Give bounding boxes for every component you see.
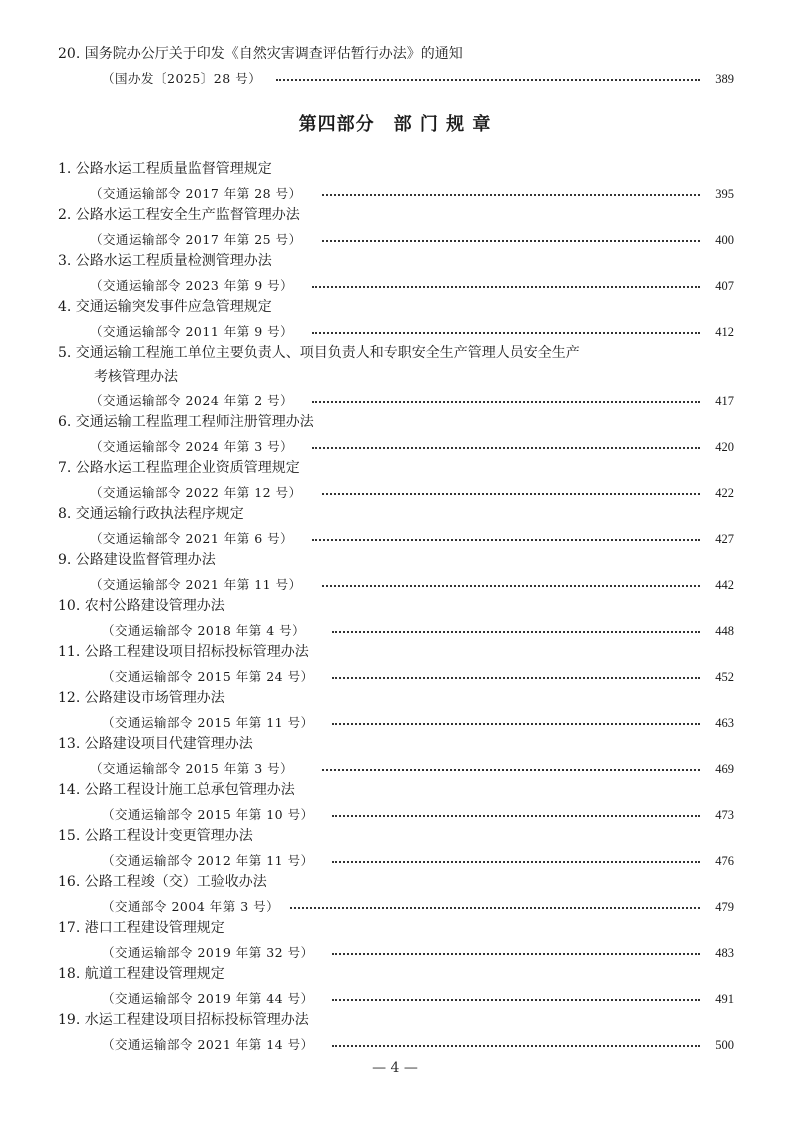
toc-entry-doc-number: （交通运输部令 2022 年第 12 号） <box>90 485 302 500</box>
toc-entry-title: 4. 交通运输突发事件应急管理规定 <box>58 299 272 315</box>
toc-entry-title: 3. 公路水运工程质量检测管理办法 <box>58 253 272 269</box>
dot-leader <box>332 999 700 1001</box>
toc-entry-page-number: 452 <box>715 670 734 684</box>
toc-entry-doc-number: （交通运输部令 2015 年第 11 号） <box>102 715 314 730</box>
toc-entry-title: 15. 公路工程设计变更管理办法 <box>58 828 253 844</box>
dot-leader <box>332 815 700 817</box>
toc-entry-title: 7. 公路水运工程监理企业资质管理规定 <box>58 460 300 476</box>
toc-entry-reference-line <box>0 484 790 502</box>
toc-entry-doc-number: （交通运输部令 2011 年第 9 号） <box>90 324 294 339</box>
toc-entry-page-number: 473 <box>715 808 734 822</box>
toc-entry-reference-line <box>0 898 790 916</box>
toc-entry-page-number: 412 <box>715 325 734 339</box>
dot-leader <box>332 1045 700 1047</box>
toc-entry-doc-number: （交通运输部令 2021 年第 11 号） <box>90 577 302 592</box>
dot-leader <box>332 953 700 955</box>
toc-entry-page-number: 417 <box>715 394 734 408</box>
toc-entry-reference-line <box>0 806 790 824</box>
dot-leader <box>312 332 700 334</box>
toc-entry-page-number: 483 <box>715 946 734 960</box>
toc-entry-page-number: 469 <box>715 762 734 776</box>
toc-entry-page-number: 407 <box>715 279 734 293</box>
toc-entry-reference-line <box>0 185 790 203</box>
dot-leader <box>322 240 700 242</box>
toc-entry-reference-line <box>0 576 790 594</box>
dot-leader <box>312 286 700 288</box>
toc-entry-doc-number: （交通运输部令 2017 年第 25 号） <box>90 232 302 247</box>
toc-entry-doc-number: （交通运输部令 2024 年第 3 号） <box>90 439 294 454</box>
toc-entry-reference-line <box>0 668 790 686</box>
toc-entry-doc-number: （交通运输部令 2021 年第 14 号） <box>102 1037 314 1052</box>
toc-entry-page-number: 400 <box>715 233 734 247</box>
dot-leader <box>332 861 700 863</box>
toc-entry-title: 18. 航道工程建设管理规定 <box>58 966 225 982</box>
toc-entry-reference-line <box>0 622 790 640</box>
toc-entry-reference-line <box>0 392 790 410</box>
toc-entry-reference-line <box>0 852 790 870</box>
toc-entry-doc-number: （交通运输部令 2015 年第 10 号） <box>102 807 314 822</box>
toc-entry-doc-number: （交通运输部令 2019 年第 44 号） <box>102 991 314 1006</box>
toc-entry-reference-line <box>0 530 790 548</box>
toc-entry-page-number: 448 <box>715 624 734 638</box>
toc-entry-title: 14. 公路工程设计施工总承包管理办法 <box>58 782 295 798</box>
toc-entry-title: 13. 公路建设项目代建管理办法 <box>58 736 253 752</box>
toc-entry-page-number: 395 <box>715 187 734 201</box>
toc-entry-doc-number: （交通运输部令 2018 年第 4 号） <box>102 623 306 638</box>
toc-entry-reference-line <box>0 277 790 295</box>
toc-entry-page-number: 427 <box>715 532 734 546</box>
toc-entry-reference-line <box>0 231 790 249</box>
toc-entry-page-number: 420 <box>715 440 734 454</box>
toc-entry-page-number: 500 <box>715 1038 734 1052</box>
toc-entry-title: 8. 交通运输行政执法程序规定 <box>58 506 244 522</box>
toc-entry-title: 20. 国务院办公厅关于印发《自然灾害调查评估暂行办法》的通知 <box>58 46 463 62</box>
section-heading: 第四部分 部 门 规 章 <box>298 114 492 135</box>
toc-entry-doc-number: （交通运输部令 2015 年第 24 号） <box>102 669 314 684</box>
dot-leader <box>322 585 700 587</box>
toc-entry-reference-line <box>0 70 790 88</box>
toc-entry-doc-number: （交通部令 2004 年第 3 号） <box>102 899 280 914</box>
toc-entry-title: 12. 公路建设市场管理办法 <box>58 690 225 706</box>
dot-leader <box>332 723 700 725</box>
toc-entry-reference-line <box>0 323 790 341</box>
toc-entry-reference-line <box>0 944 790 962</box>
toc-entry-page-number: 476 <box>715 854 734 868</box>
toc-entry-reference-line <box>0 760 790 778</box>
toc-entry-doc-number: （交通运输部令 2024 年第 2 号） <box>90 393 294 408</box>
toc-entry-title-continued: 考核管理办法 <box>94 369 178 385</box>
toc-entry-title: 2. 公路水运工程安全生产监督管理办法 <box>58 207 300 223</box>
dot-leader <box>290 907 700 909</box>
toc-entry-doc-number: （交通运输部令 2015 年第 3 号） <box>90 761 294 776</box>
dot-leader <box>312 447 700 449</box>
toc-entry-reference-line <box>0 438 790 456</box>
dot-leader <box>322 769 700 771</box>
toc-entry-title: 5. 交通运输工程施工单位主要负责人、项目负责人和专职安全生产管理人员安全生产 <box>58 345 580 361</box>
page-footer: — 4 — <box>372 1060 418 1076</box>
toc-entry-doc-number: （交通运输部令 2017 年第 28 号） <box>90 186 302 201</box>
toc-entry-page-number: 389 <box>715 72 734 86</box>
toc-entry-doc-number: （交通运输部令 2019 年第 32 号） <box>102 945 314 960</box>
dot-leader <box>322 194 700 196</box>
toc-entry-title: 16. 公路工程竣（交）工验收办法 <box>58 874 267 890</box>
toc-entry-page-number: 491 <box>715 992 734 1006</box>
dot-leader <box>332 631 700 633</box>
toc-entry-title: 1. 公路水运工程质量监督管理规定 <box>58 161 272 177</box>
toc-entry-title: 6. 交通运输工程监理工程师注册管理办法 <box>58 414 314 430</box>
dot-leader <box>276 79 700 81</box>
toc-entry-title: 9. 公路建设监督管理办法 <box>58 552 216 568</box>
dot-leader <box>312 539 700 541</box>
toc-entry-title: 17. 港口工程建设管理规定 <box>58 920 225 936</box>
toc-entry-title: 19. 水运工程建设项目招标投标管理办法 <box>58 1012 309 1028</box>
dot-leader <box>332 677 700 679</box>
toc-entry-reference-line <box>0 1036 790 1054</box>
dot-leader <box>312 401 700 403</box>
toc-entry-doc-number: （国办发〔2025〕28 号） <box>102 71 262 86</box>
toc-entry-doc-number: （交通运输部令 2012 年第 11 号） <box>102 853 314 868</box>
toc-entry-page-number: 422 <box>715 486 734 500</box>
toc-entry-doc-number: （交通运输部令 2023 年第 9 号） <box>90 278 294 293</box>
toc-entry-title: 10. 农村公路建设管理办法 <box>58 598 225 614</box>
toc-entry-reference-line <box>0 714 790 732</box>
toc-entry-page-number: 479 <box>715 900 734 914</box>
toc-entry-page-number: 463 <box>715 716 734 730</box>
toc-entry-reference-line <box>0 990 790 1008</box>
toc-entry-title: 11. 公路工程建设项目招标投标管理办法 <box>58 644 309 660</box>
toc-entry-doc-number: （交通运输部令 2021 年第 6 号） <box>90 531 294 546</box>
toc-entry-page-number: 442 <box>715 578 734 592</box>
dot-leader <box>322 493 700 495</box>
